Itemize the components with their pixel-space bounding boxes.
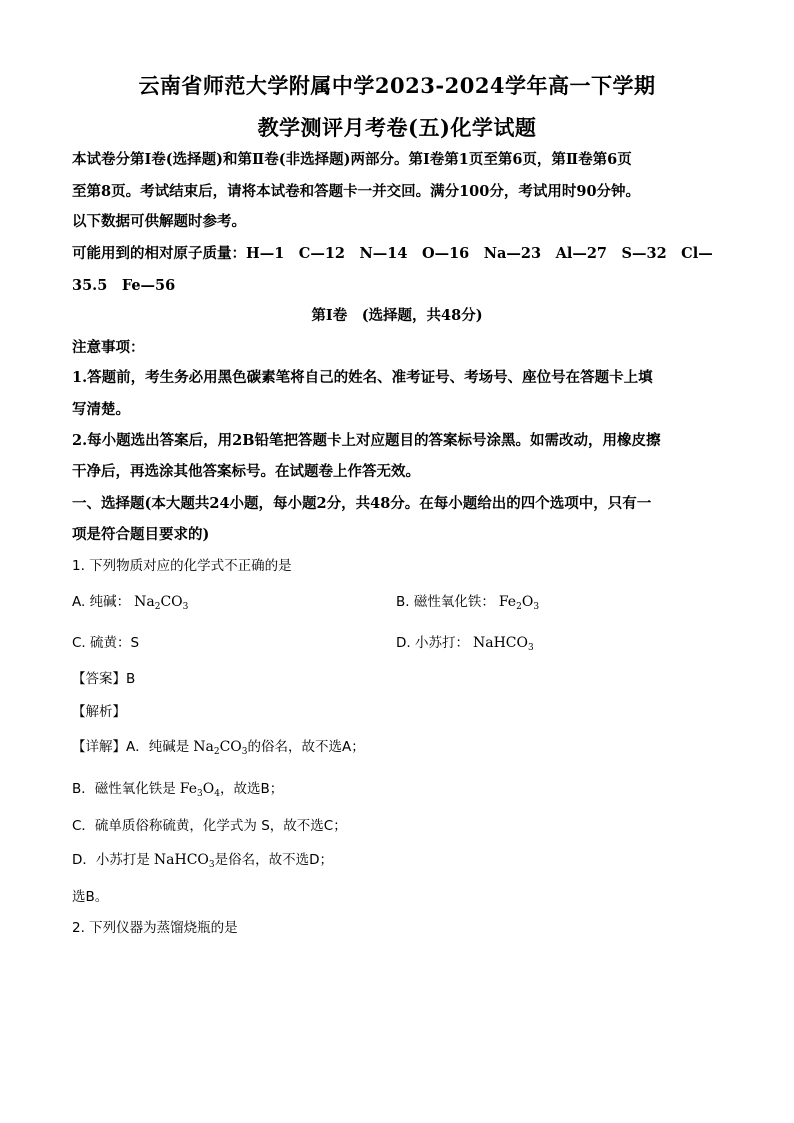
option-b: B. 磁性氧化铁： $Fe_2O_3$ xyxy=(396,594,540,612)
conclusion: 选B。 xyxy=(72,889,109,905)
detail-line-d: D．小苏打是 NaHCO$_3$是俗名，故不选D； xyxy=(72,852,334,870)
part-heading: 项是符合题目要求的) xyxy=(72,526,210,543)
answer-label: 【答案】B xyxy=(72,671,136,687)
notice-item: 2.每小题选出答案后，用2B铅笔把答题卡上对应题目的答案标号涂黑。如需改动，用橡皮擦 xyxy=(72,432,661,449)
option-d: D. 小苏打： NaHCO$_3$ xyxy=(396,635,534,653)
notice-title: 注意事项： xyxy=(72,339,145,356)
option-c: C. 硫黄：S xyxy=(72,635,140,651)
option-a: A. 纯碱： $Na_2CO_3$ xyxy=(72,594,189,612)
analysis-label: 【解析】 xyxy=(72,704,126,720)
detail-line-c: C．硫单质俗称硫黄，化学式为 S，故不选C； xyxy=(72,818,347,834)
intro-line: 至第8页。考试结束后，请将本试卷和答题卡一并交回。满分100分，考试用时90分钟。 xyxy=(72,183,641,200)
intro-line: 以下数据可供解题时参考。 xyxy=(72,213,246,230)
notice-item: 写清楚。 xyxy=(72,401,130,418)
notice-item: 干净后，再选涂其他答案标号。在试题卷上作答无效。 xyxy=(72,463,420,480)
atomic-mass-line: 35.5 Fe—56 xyxy=(72,277,176,294)
question-stem: 2. 下列仪器为蒸馏烧瓶的是 xyxy=(72,920,238,936)
detail-line-a: 【详解】A．纯碱是 $Na_2CO_3$的俗名，故不选A； xyxy=(72,739,365,757)
page-subtitle: 教学测评月考卷(五)化学试题 xyxy=(257,115,537,140)
detail-line-b: B．磁性氧化铁是 $Fe_3O_4$，故选B； xyxy=(72,781,284,799)
question-stem: 1. 下列物质对应的化学式不正确的是 xyxy=(72,558,292,574)
atomic-mass-line: 可能用到的相对原子质量：H—1 C—12 N—14 O—16 Na—23 Al—27 S—32 Cl— xyxy=(72,245,713,262)
intro-line: 本试卷分第Ⅰ卷(选择题)和第Ⅱ卷(非选择题)两部分。第Ⅰ卷第1页至第6页，第Ⅱ卷第6页 xyxy=(72,151,632,168)
part-heading: 一、选择题(本大题共24小题，每小题2分，共48分。在每小题给出的四个选项中，只有一 xyxy=(72,495,652,512)
page-title: 云南省师范大学附属中学2023-2024学年高一下学期 xyxy=(138,73,656,98)
section-heading: 第Ⅰ卷 (选择题，共48分) xyxy=(311,307,483,324)
notice-item: 1.答题前，考生务必用黑色碳素笔将自己的姓名、准考证号、考场号、座位号在答题卡上填 xyxy=(72,369,653,386)
